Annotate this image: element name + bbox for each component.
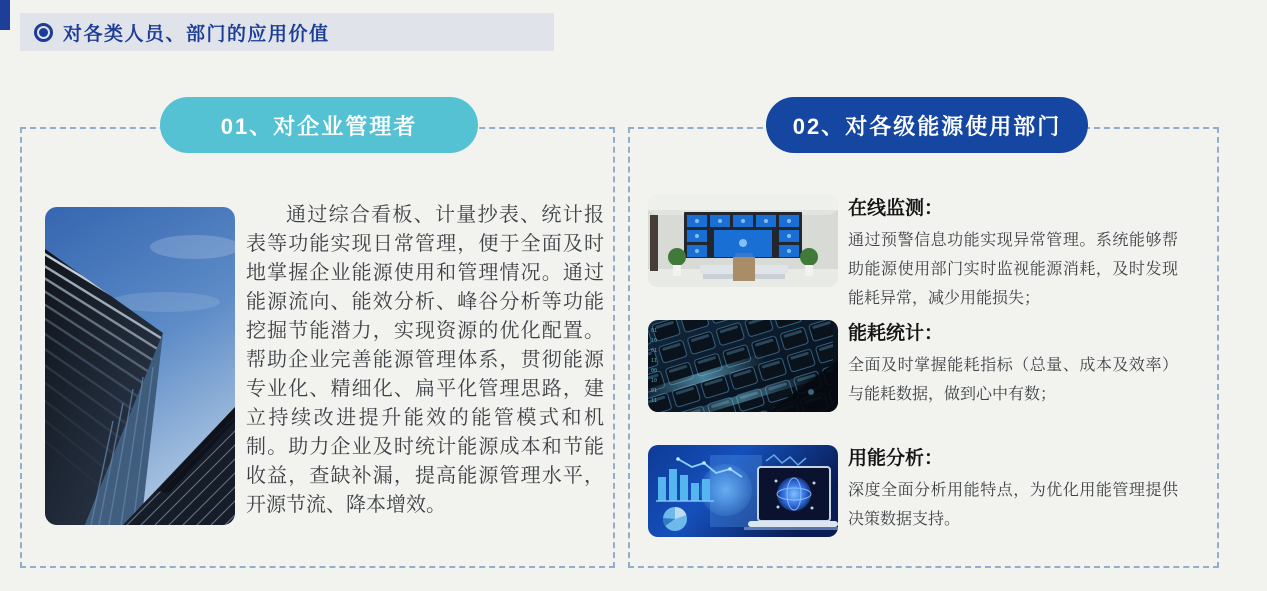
- manager-description: 通过综合看板、计量抄表、统计报表等功能实现日常管理，便于全面及时地掌握企业能源使用和管理情况。通过能源流向、能效分析、峰谷分析等功能挖掘节能潜力，实现资源的优化配置。帮助企业完善能源管理体系，贯彻能源专业化、精细化、扁平化管理思路，建立持续改进提升能效的能管模式和机制。助力企业及时统计能源成本和节能收益，查缺补漏，提高能源管理水平，开源节流、降本增效。: [246, 204, 604, 516]
- dept-item-title: 在线监测：: [848, 198, 944, 219]
- page-title: 对各类人员、部门的应用价值: [63, 23, 330, 45]
- svg-text:10: 10: [651, 338, 658, 344]
- svg-text:01: 01: [651, 388, 658, 394]
- skyscrapers-photo: [45, 207, 235, 525]
- panel-energy-departments: [628, 113, 1219, 568]
- dept-item-body: 全面及时掌握能耗指标（总量、成本及效率）与能耗数据，做到心中有数；: [848, 357, 1178, 403]
- dept-item-title: 能耗统计：: [848, 323, 944, 344]
- badge-energy-departments: 02、对各级能源使用部门: [766, 97, 1088, 153]
- badge-enterprise-managers: 01、对企业管理者: [160, 97, 478, 153]
- svg-text:00: 00: [651, 368, 658, 374]
- svg-text:11: 11: [651, 358, 658, 364]
- dept-item-body: 深度全面分析用能特点，为优化用能管理提供决策数据支持。: [848, 482, 1178, 528]
- keyboard-photo: [648, 320, 838, 412]
- svg-text:01: 01: [651, 348, 658, 354]
- analytics-photo: [648, 445, 838, 537]
- dept-item-title: 用能分析：: [848, 448, 944, 469]
- page-header: [20, 13, 554, 51]
- svg-text:11: 11: [651, 398, 658, 404]
- svg-text:01: 01: [651, 328, 658, 334]
- control-room-photo: [648, 195, 838, 287]
- bullseye-icon: [34, 23, 53, 42]
- corner-accent-strip: [0, 0, 10, 30]
- dept-item-body: 通过预警信息功能实现异常管理。系统能够帮助能源使用部门实时监视能源消耗，及时发现能耗异常，减少用能损失；: [848, 232, 1178, 307]
- panel-enterprise-managers: [20, 113, 615, 568]
- svg-text:10: 10: [651, 378, 658, 384]
